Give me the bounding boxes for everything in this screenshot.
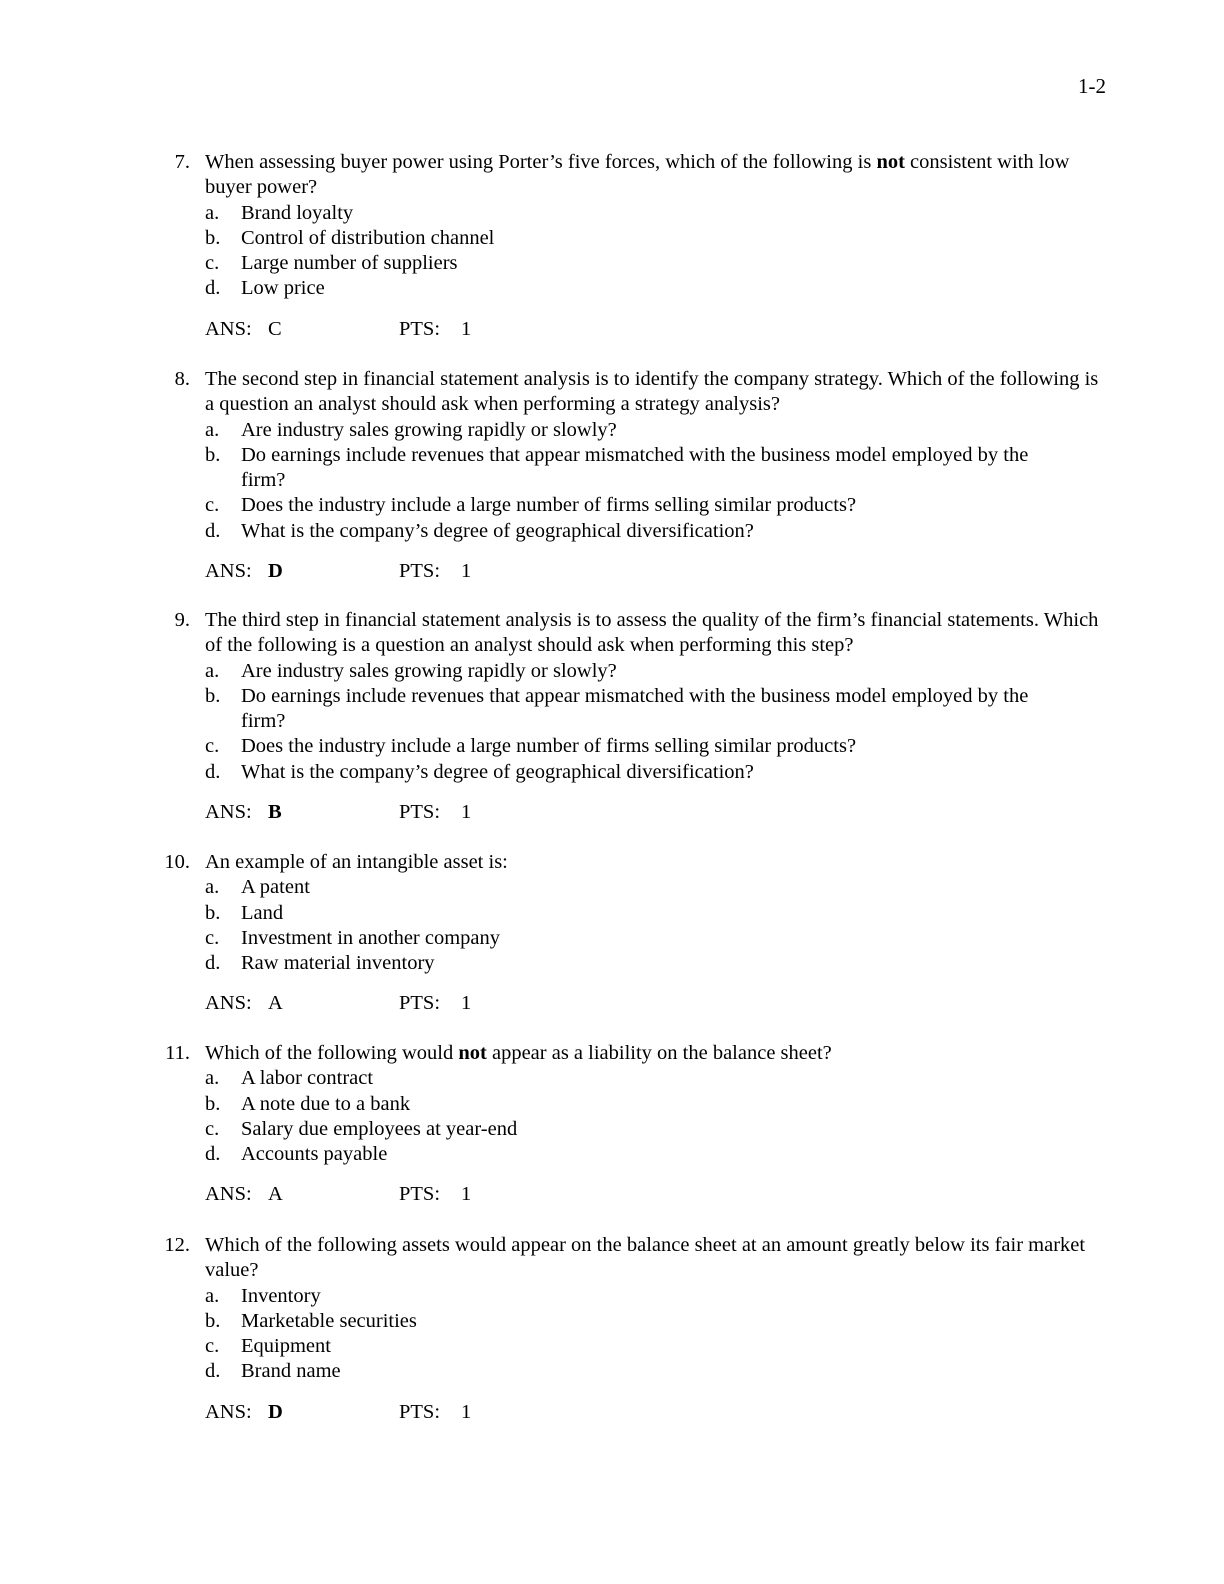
question-12 [0,1233,1224,1426]
option-b: b. A note due to a bank [205,1092,411,1115]
ans-value: A [268,992,283,1015]
option-b: b. Do earnings include revenues that appear mismatched with the business model employed by the firm? [205,684,1029,733]
ans-value: D [268,1400,283,1423]
answer-line [205,317,1224,343]
pts-label: PTS: [399,317,441,340]
option-a: a. A labor contract [205,1067,374,1090]
ans-label: ANS: [205,317,252,340]
question-9 [0,608,1224,826]
question-number: 10. [164,851,190,873]
question-text: Which of the following would not appear as a liability on the balance sheet? [205,1042,832,1064]
ans-label: ANS: [205,801,252,824]
options-list [205,1066,1065,1167]
page-number: 1-2 [1078,74,1106,98]
question-7 [0,150,1224,343]
option-a: a. A patent [205,876,310,899]
pts-value: 1 [461,992,472,1015]
pts-label: PTS: [399,992,441,1015]
question-text: An example of an intangible asset is: [205,851,508,873]
option-b: b. Control of distribution channel [205,226,495,249]
option-d: d. Brand name [205,1360,341,1383]
pts-value: 1 [461,1183,472,1206]
pts-label: PTS: [399,801,441,824]
question-number: 7. [174,151,190,173]
ans-label: ANS: [205,1400,252,1423]
question-number: 12. [164,1234,190,1256]
answer-line [205,1182,1224,1208]
ans-value: A [268,1183,283,1206]
question-10 [0,850,1224,1017]
option-b: b. Do earnings include revenues that appear mismatched with the business model employed by the firm? [205,443,1029,492]
emphasis-text: not [458,1042,487,1064]
option-d: d. What is the company’s degree of geographical diversification? [205,519,754,542]
option-d: d. What is the company’s degree of geographical diversification? [205,760,754,783]
ans-label: ANS: [205,560,252,583]
pts-label: PTS: [399,1183,441,1206]
question-text: The second step in financial statement analysis is to identify the company strategy. Which of the following is a question an analyst should ask when performing a strategy analysis? [205,368,1099,416]
pts-label: PTS: [399,1400,441,1423]
question-number: 8. [174,368,190,390]
option-a: a. Brand loyalty [205,201,354,224]
pts-value: 1 [461,1400,472,1423]
option-c: c. Large number of suppliers [205,252,458,275]
option-c: c. Investment in another company [205,926,501,949]
options-list [205,1284,1065,1385]
pts-value: 1 [461,317,472,340]
ans-value: B [268,801,282,824]
question-text: The third step in financial statement analysis is to assess the quality of the firm’s financial statements. Which of the following is a question an analyst should ask when performing this step? [205,609,1099,657]
question-8 [0,367,1224,585]
options-list [205,418,1065,544]
question-text: Which of the following assets would appear on the balance sheet at an amount greatly below its fair market value? [205,1234,1086,1282]
ans-label: ANS: [205,1183,252,1206]
pts-value: 1 [461,560,472,583]
option-a: a. Are industry sales growing rapidly or slowly? [205,418,617,441]
options-list [205,659,1065,785]
ans-value: C [268,317,282,340]
options-list [205,875,1065,976]
pts-label: PTS: [399,560,441,583]
option-c: c. Does the industry include a large number of firms selling similar products? [205,735,857,758]
option-d: d. Low price [205,277,325,300]
question-number: 9. [174,609,190,631]
option-c: c. Equipment [205,1335,331,1358]
options-list [205,201,1065,302]
option-a: a. Inventory [205,1284,321,1307]
question-11 [0,1041,1224,1208]
ans-value: D [268,560,283,583]
option-c: c. Salary due employees at year-end [205,1117,518,1140]
pts-value: 1 [461,801,472,824]
question-text: When assessing buyer power using Porter’s five forces, which of the following is not consistent with low buyer power? [205,151,1070,199]
question-number: 11. [165,1042,190,1064]
option-a: a. Are industry sales growing rapidly or slowly? [205,659,617,682]
option-b: b. Land [205,901,284,924]
option-d: d. Raw material inventory [205,952,435,975]
answer-line [205,1400,1224,1426]
option-b: b. Marketable securities [205,1309,417,1332]
answer-line [205,991,1224,1017]
ans-label: ANS: [205,992,252,1015]
emphasis-text: not [876,151,905,173]
option-c: c. Does the industry include a large number of firms selling similar products? [205,494,857,517]
answer-line [205,559,1224,585]
option-d: d. Accounts payable [205,1143,388,1166]
answer-line [205,800,1224,826]
